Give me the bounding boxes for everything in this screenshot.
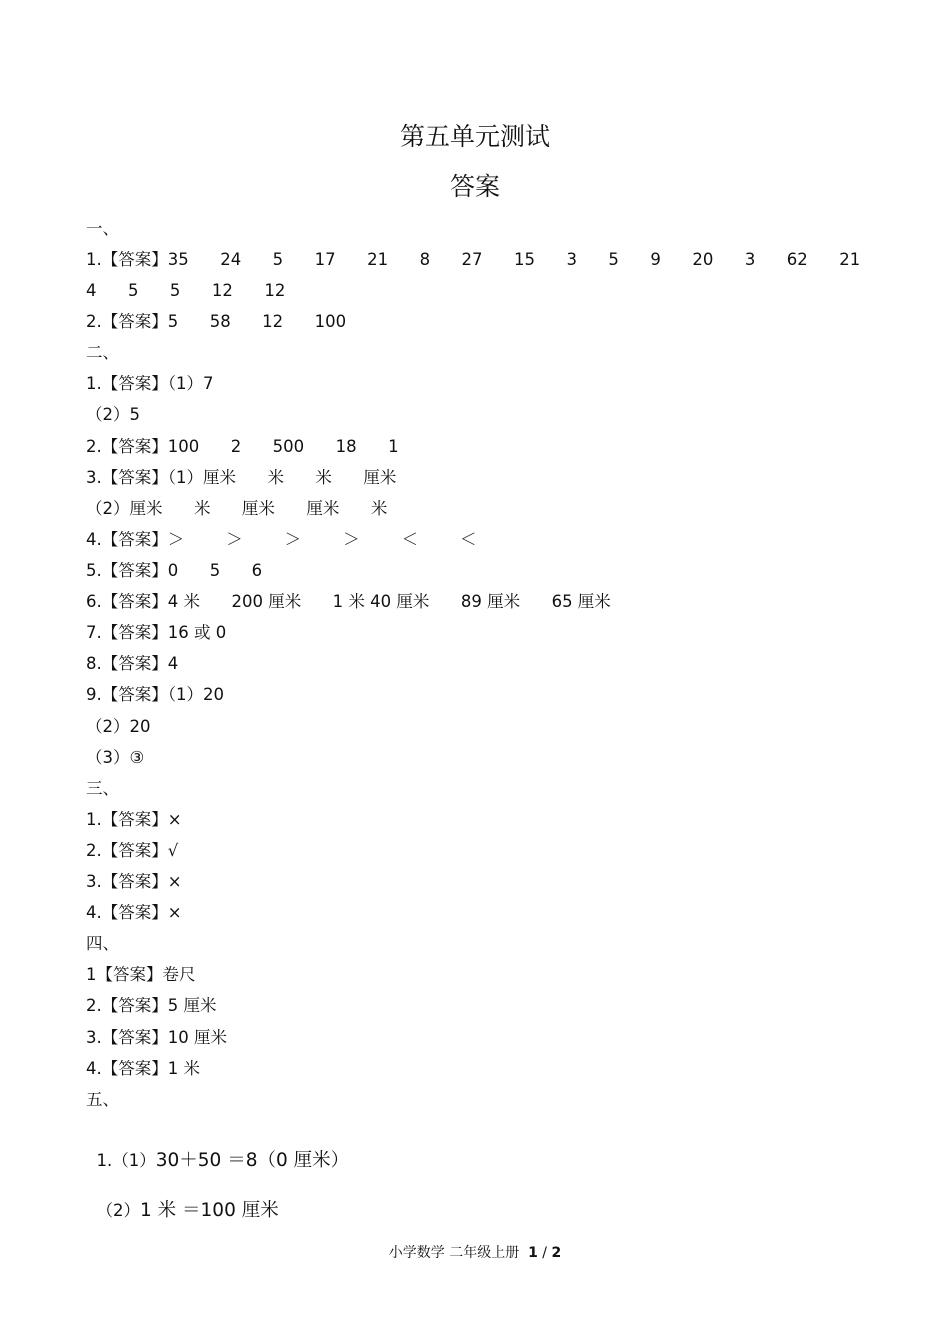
answer-line: 7.【答案】16 或 0 — [86, 623, 227, 642]
formula: 30＋50 ＝8（0 厘米） — [155, 1150, 350, 1171]
footer-course: 小学数学 二年级上册 — [388, 1245, 520, 1261]
page-separator: / — [537, 1245, 552, 1261]
answer-line: 2.【答案】100 2 500 18 1 — [86, 437, 399, 456]
answer-line: 2.【答案】5 厘米 — [86, 996, 217, 1015]
page-subtitle: 答案 — [449, 172, 500, 201]
formula-prefix: （2） — [96, 1201, 140, 1220]
page-number-total: 2 — [551, 1245, 562, 1261]
answer-line: （2）5 — [86, 405, 140, 424]
section-heading-5: 五、 — [86, 1090, 119, 1109]
answer-line: （3）③ — [86, 748, 145, 767]
section-heading-3: 三、 — [86, 779, 119, 798]
answer-line: 4 5 5 12 12 — [86, 281, 286, 300]
answer-line: 3.【答案】10 厘米 — [86, 1028, 227, 1047]
section-heading-4: 四、 — [86, 934, 119, 953]
answer-line: 3.【答案】（1）厘米 米 米 厘米 — [86, 468, 397, 487]
page-title: 第五单元测试 — [399, 122, 550, 151]
answer-line: 4.【答案】＞ ＞ ＞ ＞ ＜ ＜ — [86, 530, 477, 549]
formula: 1 米 ＝100 厘米 — [140, 1200, 279, 1221]
answer-line: 3.【答案】× — [86, 872, 182, 891]
answer-line: 1.【答案】（1）7 — [86, 374, 214, 393]
page-footer — [0, 1243, 950, 1263]
answer-line: 1.【答案】35 24 5 17 21 8 27 15 3 5 9 20 3 62 21 — [86, 250, 861, 269]
answer-line: 1【答案】卷尺 — [86, 965, 196, 984]
answer-line: （2）厘米 米 厘米 厘米 米 — [86, 499, 388, 518]
answer-line: 5.【答案】0 5 6 — [86, 561, 263, 580]
answer-line: 9.【答案】（1）20 — [86, 685, 224, 704]
answer-line: 4.【答案】× — [86, 903, 182, 922]
formula-prefix: 1.（1） — [96, 1151, 156, 1170]
answer-line: 1.【答案】× — [86, 810, 182, 829]
page-number-current: 1 — [528, 1245, 538, 1261]
answer-line: （2）20 — [86, 717, 151, 736]
answer-line: 6.【答案】4 米 200 厘米 1 米 40 厘米 89 厘米 65 厘米 — [86, 592, 611, 611]
answer-line: 2.【答案】5 58 12 100 — [86, 312, 347, 331]
answer-line: 2.【答案】√ — [86, 841, 179, 860]
answer-line: 8.【答案】4 — [86, 654, 179, 673]
section-heading-1: 一、 — [86, 219, 119, 238]
answer-line-formula-2 — [86, 1178, 279, 1222]
answer-line-formula-1 — [86, 1128, 349, 1172]
answer-line: 4.【答案】1 米 — [86, 1059, 200, 1078]
section-heading-2: 二、 — [86, 343, 119, 362]
